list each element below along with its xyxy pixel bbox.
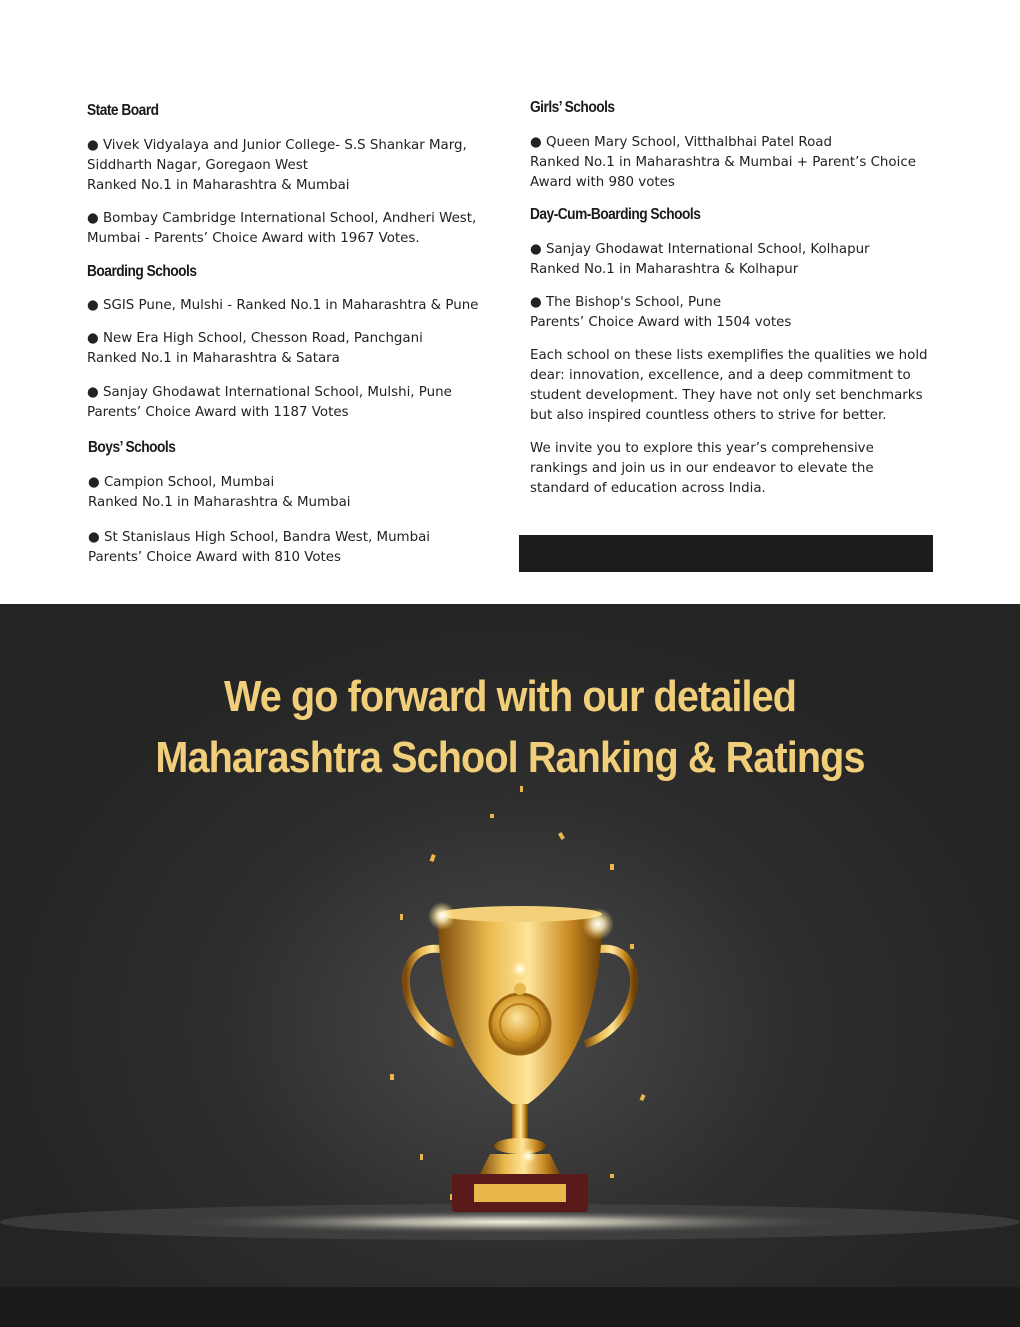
banner-headline-line-2: Maharashtra School Ranking & Ratings [155, 733, 865, 782]
boarding-schools-heading: Boarding Schools [87, 263, 197, 280]
trophy-icon [380, 774, 660, 1244]
ranking-banner [0, 604, 1020, 1327]
girls-entry-1: ● Queen Mary School, Vitthalbhai Patel Road Ranked No.1 in Maharashtra & Mumbai + Parent’s Choice Award with 980 votes [530, 135, 916, 190]
boys-entry-2: ● St Stanislaus High School, Bandra West, Mumbai Parents’ Choice Award with 810 Votes [88, 530, 431, 565]
closing-paragraph-2: We invite you to explore this year’s comprehensive rankings and join us in our endeavor to elevate the standard of education across India. [530, 441, 874, 496]
boys-schools-heading: Boys’ Schools [88, 439, 176, 456]
black-bar [519, 535, 933, 572]
closing-paragraph-1: Each school on these lists exemplifies the qualities we hold dear: innovation, excellence, and a deep commitment to student development. They have not only set benchmarks but also inspired countless others to strive for better. [530, 348, 928, 423]
day-cum-boarding-entry-2: ● The Bishop's School, Pune Parents’ Choice Award with 1504 votes [530, 295, 792, 330]
boarding-entry-1: ● SGIS Pune, Mulshi - Ranked No.1 in Maharashtra & Pune [87, 298, 479, 313]
day-cum-boarding-entry-1: ● Sanjay Ghodawat International School, Kolhapur Ranked No.1 in Maharashtra & Kolhapur [530, 242, 870, 277]
boarding-entry-3: ● Sanjay Ghodawat International School, Mulshi, Pune Parents’ Choice Award with 1187 Votes [87, 385, 452, 420]
boys-entry-1: ● Campion School, Mumbai Ranked No.1 in Maharashtra & Mumbai [88, 475, 351, 510]
banner-headline-line-1: We go forward with our detailed [223, 672, 797, 721]
day-cum-boarding-heading: Day-Cum-Boarding Schools [530, 206, 701, 223]
girls-schools-heading: Girls’ Schools [530, 99, 615, 116]
state-board-entry-1: ● Vivek Vidyalaya and Junior College- S.S Shankar Marg, Siddharth Nagar, Goregaon West Ranked No.1 in Maharashtra & Mumbai [87, 138, 467, 193]
boarding-entry-2: ● New Era High School, Chesson Road, Panchgani Ranked No.1 in Maharashtra & Satara [87, 331, 423, 366]
state-board-heading: State Board [87, 102, 159, 119]
bottom-strip [0, 1287, 1020, 1327]
state-board-entry-2: ● Bombay Cambridge International School, Andheri West, Mumbai - Parents’ Choice Award with 1967 Votes. [87, 211, 477, 246]
